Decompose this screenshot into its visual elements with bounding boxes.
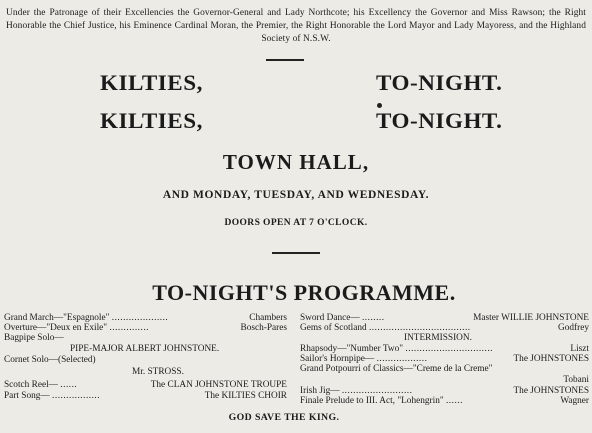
programme-item-performer: PIPE-MAJOR ALBERT JOHNSTONE. xyxy=(70,344,220,354)
kilties-heading-2: KILTIES, xyxy=(100,108,203,133)
item-leader: .............. xyxy=(109,323,149,333)
item-leader: ................. xyxy=(52,391,101,401)
item-title: Sailor's Hornpipe— xyxy=(300,354,375,364)
item-performer: The CLAN JOHNSTONE TROUPE xyxy=(150,380,287,390)
programme-item xyxy=(300,396,463,407)
item-performer: Wagner xyxy=(560,396,589,406)
item-leader: .................... xyxy=(111,313,169,323)
item-performer: The JOHNSTONES xyxy=(513,354,589,364)
item-leader: ........ xyxy=(361,313,385,323)
item-leader: ...... xyxy=(445,396,463,406)
item-leader: ............................... xyxy=(405,344,493,354)
item-leader: ......................... xyxy=(341,386,413,396)
programme-right-column xyxy=(300,313,589,406)
item-performer: Chambers xyxy=(249,313,287,323)
item-title: Overture—"Deux en Exile" xyxy=(4,323,108,333)
top-rule xyxy=(266,59,304,61)
tonight-heading-1: TO-NIGHT. xyxy=(376,70,503,95)
item-title: Part Song— xyxy=(4,391,50,401)
middle-rule xyxy=(272,252,320,254)
closing-line: GOD SAVE THE KING. xyxy=(228,412,340,423)
item-performer: Tobani xyxy=(563,375,589,385)
programme-item: Grand Potpourri of Classics—"Creme de la Creme" xyxy=(300,364,493,374)
item-leader: ...... xyxy=(60,380,78,390)
kilties-heading-1: KILTIES, xyxy=(100,70,203,95)
item-title: Scotch Reel— xyxy=(4,380,58,390)
programme-title: TO-NIGHT'S PROGRAMME. xyxy=(152,280,456,305)
item-performer: The JOHNSTONES xyxy=(513,386,589,396)
item-performer: Bosch-Pares xyxy=(240,323,287,333)
item-title: Rhapsody—"Number Two" xyxy=(300,344,404,354)
programme-item xyxy=(4,391,100,402)
item-performer: Liszt xyxy=(570,344,589,354)
tonight-heading-2: TO-NIGHT. xyxy=(376,108,503,133)
item-performer: Master WILLIE JOHNSTONE xyxy=(473,313,589,323)
venue-heading: TOWN HALL, xyxy=(222,150,370,174)
performance-days: AND MONDAY, TUESDAY, AND WEDNESDAY. xyxy=(162,189,430,201)
item-title: Grand March—"Espagnole" xyxy=(4,313,110,323)
intermission: INTERMISSION. xyxy=(404,333,472,343)
programme-item: Bagpipe Solo— xyxy=(4,333,64,343)
item-leader: .................. xyxy=(376,354,428,364)
item-title: Irish Jig— xyxy=(300,386,340,396)
programme-item-performer: Mr. STROSS. xyxy=(132,367,184,377)
programme-item xyxy=(4,380,77,391)
item-title: Sword Dance— xyxy=(300,313,360,323)
programme-left-column xyxy=(4,313,287,403)
item-leader: .................................... xyxy=(368,323,471,333)
item-title: Gems of Scotland xyxy=(300,323,367,333)
item-title: Finale Prelude to III. Act, "Lohengrin" xyxy=(300,396,444,406)
item-performer: Godfrey xyxy=(558,323,589,333)
patronage-notice: Under the Patronage of their Excellencies the Governor-General and Lady Northcote; his Excellency the Governor and Miss Rawson; the Right Honorable the Chief Justice, his Eminence Cardinal Moran, the Premier, the Right Honorable the Lord Mayor and Lady Mayoress, and the Highland Society of N.S.W. xyxy=(6,8,586,44)
programme-item: Cornet Solo—(Selected) xyxy=(4,355,96,365)
doors-open-time: DOORS OPEN AT 7 O'CLOCK. xyxy=(224,218,368,228)
item-performer: The KILTIES CHOIR xyxy=(204,391,287,401)
